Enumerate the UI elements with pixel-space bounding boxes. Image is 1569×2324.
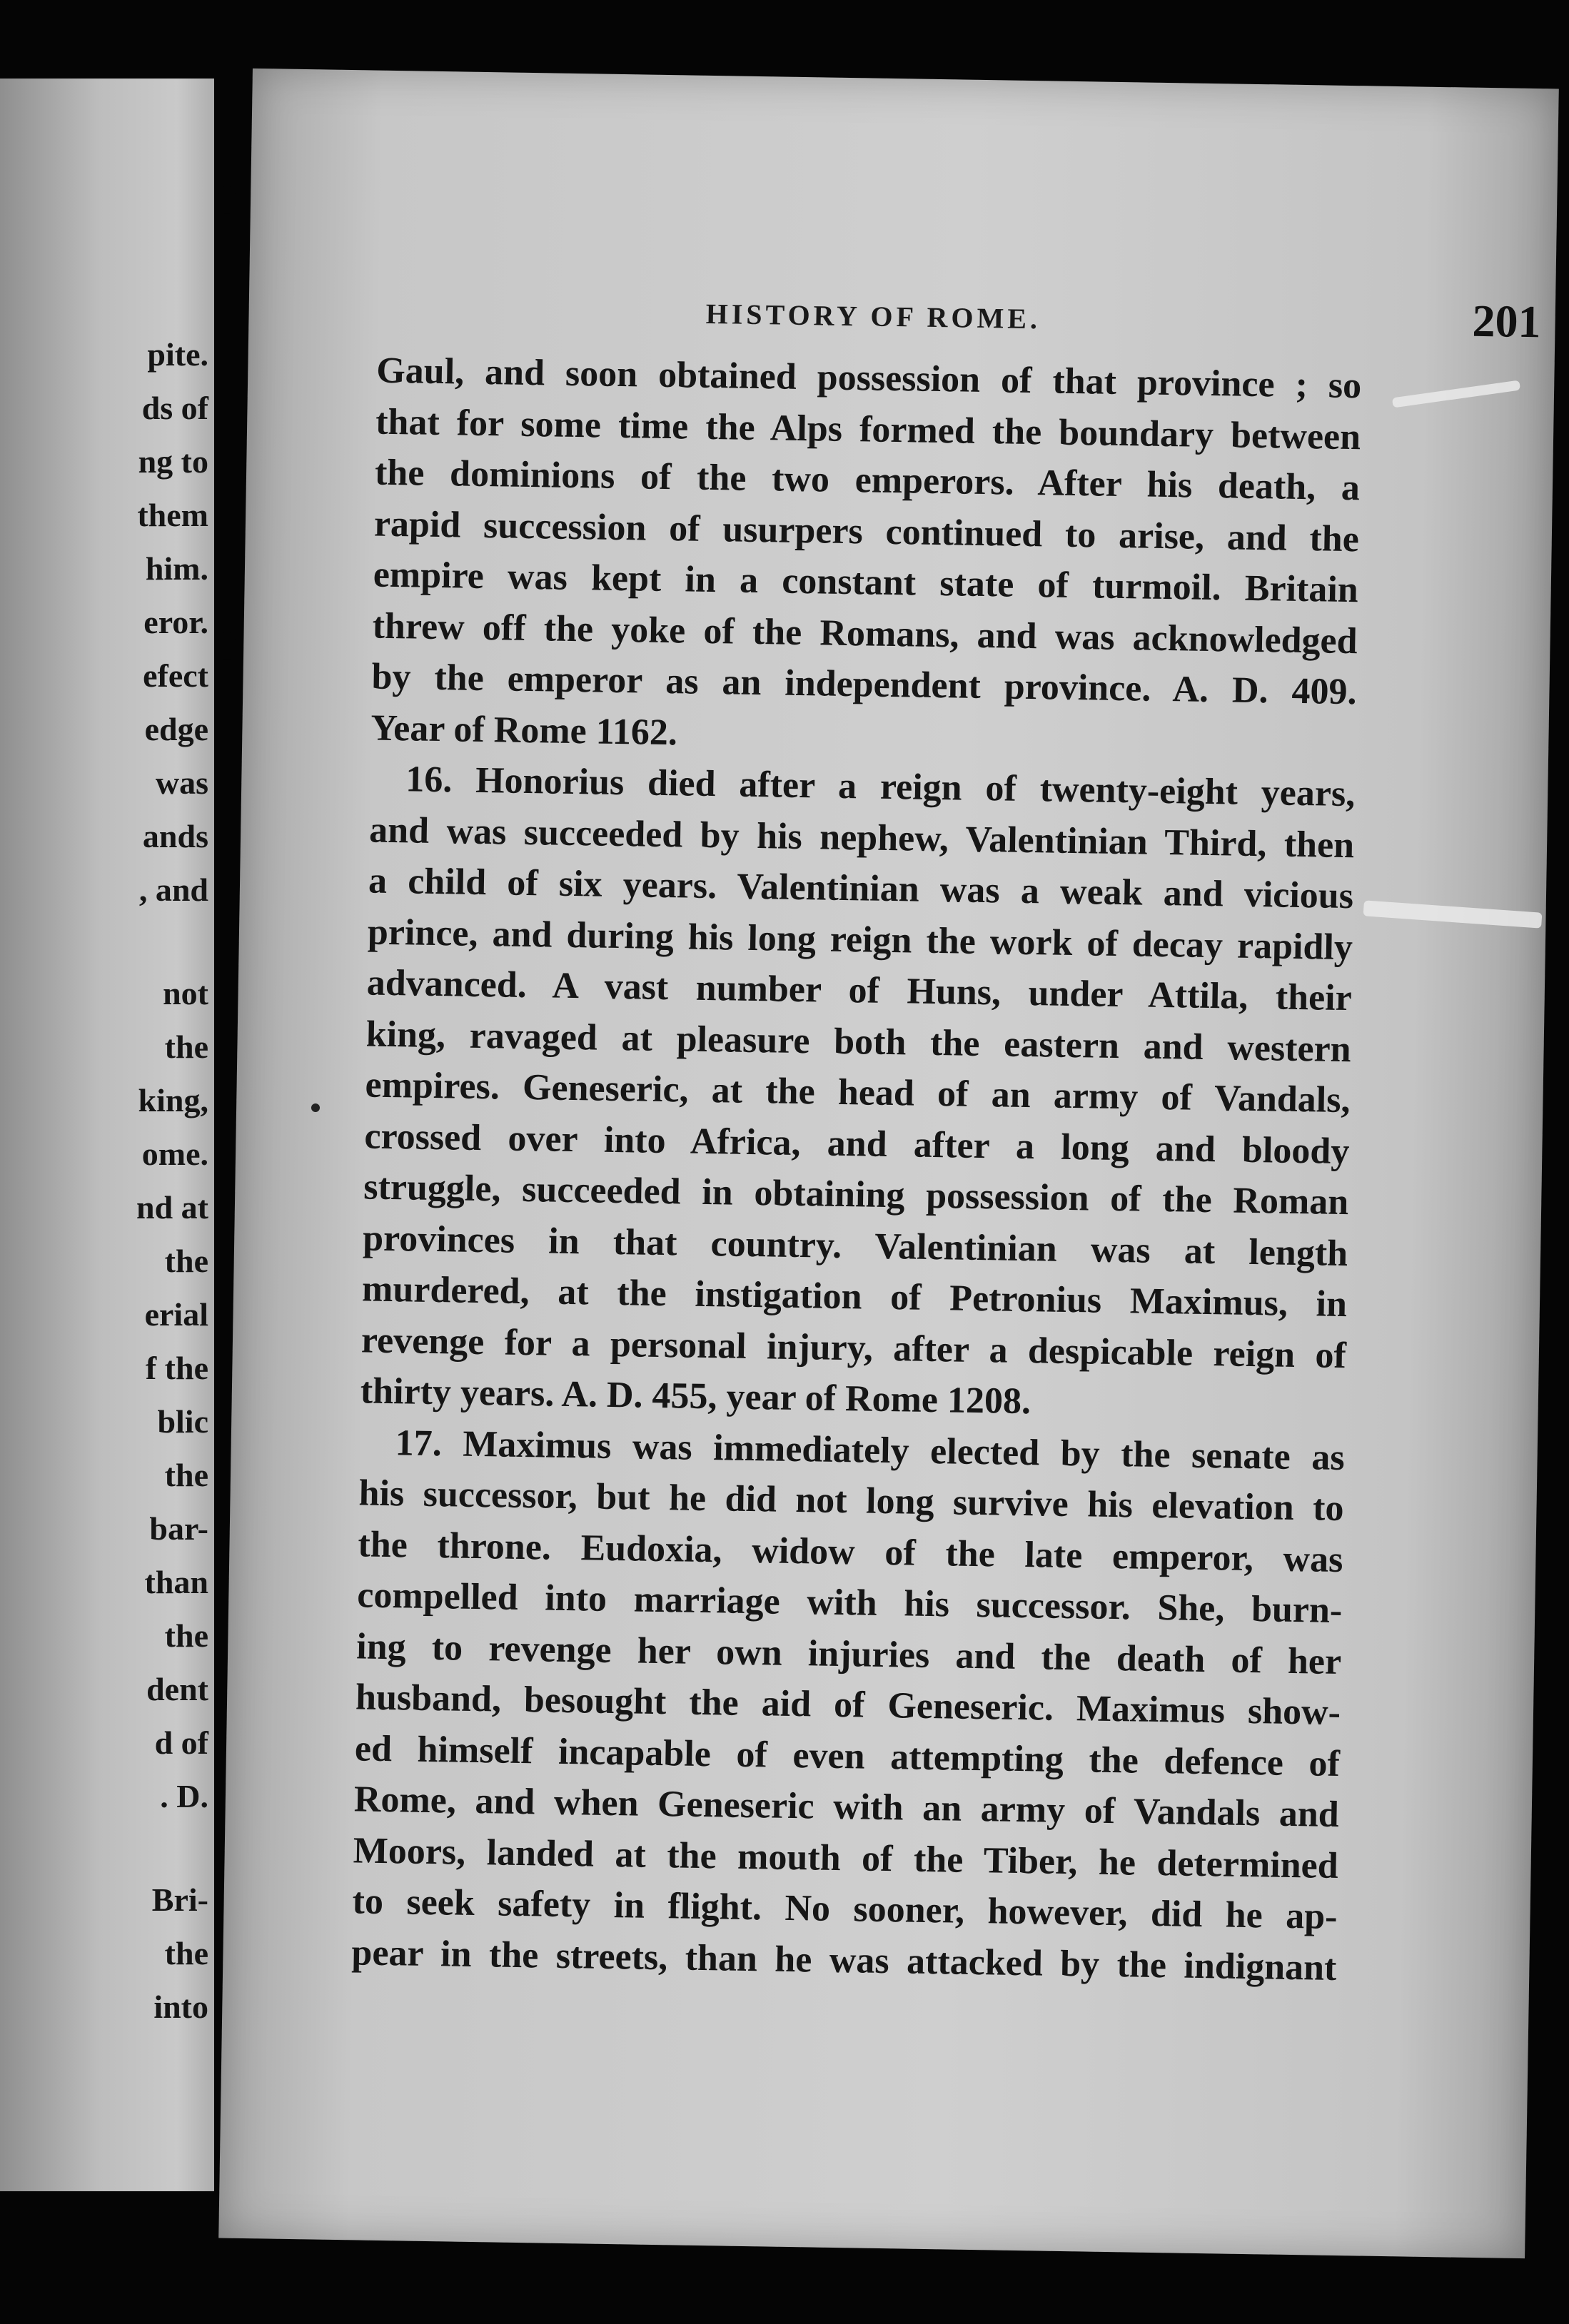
- page-number: 201: [1472, 295, 1542, 348]
- left-fragment: dent: [146, 1671, 208, 1707]
- text-line: Moors, landed at the mouth of the Tiber, he determined: [353, 1829, 1339, 1886]
- left-page-fragment: [0, 79, 221, 2191]
- text-line: empire was kept in a constant state of turmoil. Britain: [373, 554, 1359, 611]
- text-line: prince, and during his long reign the work of decay rapidly: [367, 911, 1353, 968]
- left-fragment: the: [164, 1617, 208, 1654]
- left-fragment: was: [155, 764, 208, 801]
- left-fragment: blic: [157, 1403, 208, 1440]
- text-line: Rome, and when Geneseric with an army of Vandals and: [353, 1779, 1340, 1836]
- left-fragment: efect: [143, 657, 208, 694]
- right-page: [218, 69, 1559, 2258]
- left-fragment: edge: [144, 711, 208, 747]
- text-line: murdered, at the instigation of Petronius Maximus, in: [361, 1268, 1348, 1325]
- text-line: revenge for a personal injury, after a despicable reign of: [360, 1319, 1347, 1376]
- text-line: Year of Rome 1162.: [370, 707, 678, 753]
- left-fragment: ng to: [138, 443, 208, 480]
- left-fragment: ands: [142, 818, 208, 854]
- body-text: [351, 345, 1362, 1994]
- text-line: Gaul, and soon obtained possession of that province ; so: [375, 350, 1362, 407]
- left-fragment: pite.: [147, 336, 208, 373]
- left-fragment: the: [164, 1457, 208, 1493]
- margin-tick-mark: [311, 1103, 320, 1112]
- left-fragment: f the: [145, 1350, 208, 1386]
- left-fragment: . D.: [160, 1778, 208, 1814]
- left-fragment: ome.: [141, 1136, 208, 1172]
- text-line: by the emperor as an independent province. A. D. 409.: [371, 656, 1357, 713]
- left-fragment: ds of: [141, 390, 208, 426]
- text-line: crossed over into Africa, and after a long and bloody: [364, 1115, 1350, 1172]
- text-line: struggle, succeeded in obtaining possession of the Roman: [363, 1166, 1349, 1223]
- left-fragment: king,: [138, 1082, 208, 1118]
- left-fragment: Bri-: [151, 1881, 208, 1918]
- text-line: ed himself incapable of even attempting the defence of: [354, 1727, 1341, 1784]
- left-fragment: the: [164, 1935, 208, 1971]
- text-line: a child of six years. Valentinian was a weak and vicious: [368, 860, 1354, 917]
- running-head: HISTORY OF ROME.: [705, 297, 1041, 335]
- text-line: thirty years. A. D. 455, year of Rome 1208.: [360, 1370, 1031, 1423]
- left-fragment: bar-: [149, 1510, 208, 1547]
- left-fragment: the: [164, 1243, 208, 1279]
- left-fragment: eror.: [143, 604, 208, 640]
- text-line: compelled into marriage with his successor. She, burn-: [356, 1575, 1343, 1632]
- page-header: [705, 283, 1541, 353]
- text-line: rapid succession of usurpers continued to arise, and the: [373, 503, 1360, 560]
- left-fragment: him.: [145, 550, 208, 587]
- text-line: to seek safety in flight. No sooner, however, did he ap-: [352, 1881, 1338, 1937]
- left-fragment: the: [164, 1029, 208, 1065]
- paragraph-start: 17. Maximus was immediately elected by the senate as: [395, 1422, 1346, 1478]
- left-fragment: into: [153, 1989, 208, 2025]
- text-line: his successor, but he did not long survive his elevation to: [358, 1472, 1344, 1530]
- gutter-notch: [218, 632, 236, 660]
- text-line: husband, besought the aid of Geneseric. Maximus show-: [355, 1677, 1341, 1734]
- text-line: provinces in that country. Valentinian was at length: [362, 1217, 1348, 1274]
- text-line: the throne. Eudoxia, widow of the late emperor, was: [358, 1523, 1343, 1580]
- left-fragment: erial: [144, 1296, 208, 1333]
- left-fragment: them: [137, 497, 208, 533]
- text-line: that for some time the Alps formed the boundary between: [375, 401, 1361, 458]
- text-line: advanced. A vast number of Huns, under Attila, their: [366, 962, 1353, 1019]
- gutter-notch: [218, 186, 236, 214]
- left-fragment: not: [163, 975, 208, 1011]
- left-fragment: nd at: [136, 1189, 208, 1226]
- text-line: the dominions of the two emperors. After his death, a: [374, 452, 1361, 509]
- left-fragment: d of: [154, 1724, 208, 1761]
- text-line: empires. Geneseric, at the head of an army of Vandals,: [365, 1064, 1351, 1121]
- left-fragment: , and: [138, 872, 208, 908]
- text-line: threw off the yoke of the Romans, and was acknowledged: [372, 605, 1358, 662]
- text-line: pear in the streets, than he was attacked by the indignant: [351, 1931, 1337, 1989]
- paragraph-start: 16. Honorius died after a reign of twenty-eight years,: [405, 759, 1356, 815]
- text-line: ing to revenge her own injuries and the death of her: [355, 1625, 1342, 1682]
- text-line: king, ravaged at pleasure both the eastern and western: [365, 1013, 1352, 1070]
- left-fragment: than: [144, 1564, 208, 1600]
- text-line: and was succeeded by his nephew, Valentinian Third, then: [368, 809, 1355, 866]
